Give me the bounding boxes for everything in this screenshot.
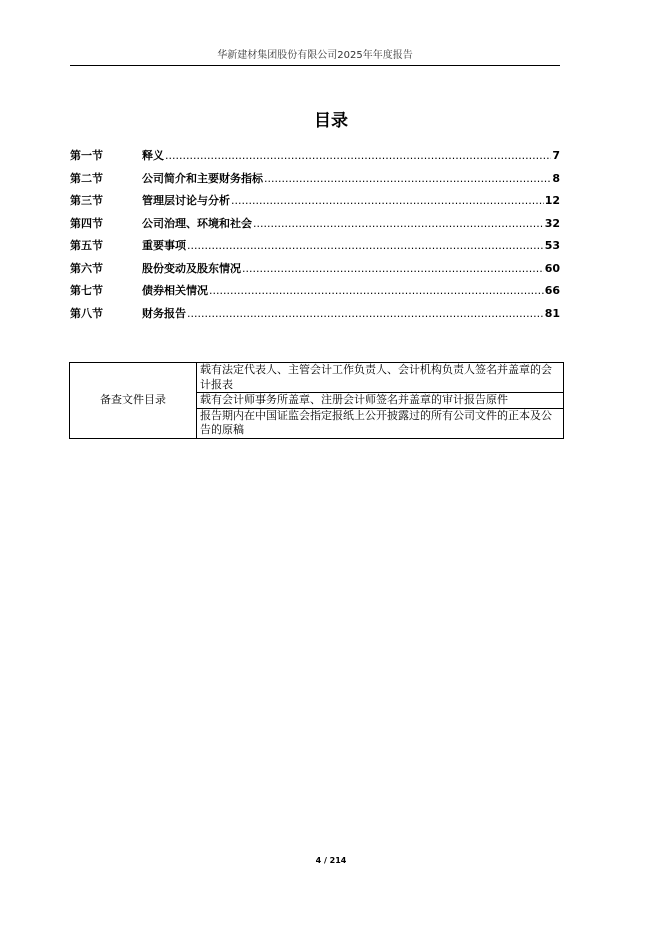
toc-leader-dots	[187, 239, 544, 252]
toc-entry[interactable]	[70, 192, 560, 215]
reference-documents-table	[69, 362, 564, 439]
toc-leader-dots	[242, 262, 544, 275]
reference-item: 载有法定代表人、主管会计工作负责人、会计机构负责人签名并盖章的会计报表	[197, 363, 564, 393]
toc-page-number: 12	[544, 194, 560, 207]
table-row	[70, 363, 564, 393]
toc-section-number: 第一节	[70, 149, 103, 162]
reference-item: 载有会计师事务所盖章、注册会计师签名并盖章的审计报告原件	[197, 393, 564, 409]
toc-page-number: 8	[552, 171, 560, 185]
toc-section-title: 财务报告	[142, 306, 186, 320]
toc-section-title: 债券相关情况	[142, 284, 208, 297]
page-title: 目录	[314, 111, 348, 131]
toc-section-title: 管理层讨论与分析	[142, 194, 230, 207]
toc-page-number: 32	[544, 216, 560, 230]
toc-section-number: 第二节	[70, 171, 103, 185]
toc-section-title: 重要事项	[142, 239, 186, 252]
toc-leader-dots	[209, 284, 544, 297]
toc-leader-dots	[253, 217, 544, 230]
toc-section-title: 释义	[142, 149, 164, 162]
toc-leader-dots	[165, 149, 551, 162]
page-number-footer: 4 / 214	[315, 856, 347, 865]
toc-section-title: 股份变动及股东情况	[142, 261, 241, 275]
toc-section-number: 第五节	[70, 239, 103, 252]
toc-section-number: 第七节	[70, 284, 103, 297]
toc-entry[interactable]	[70, 147, 560, 170]
toc-entry[interactable]	[70, 305, 560, 328]
toc-page-number: 66	[544, 284, 560, 297]
toc-section-title: 公司治理、环境和社会	[142, 216, 252, 230]
toc-leader-dots	[231, 194, 544, 207]
toc-page-number: 53	[544, 239, 560, 252]
toc-section-number: 第六节	[70, 261, 103, 275]
reference-item: 报告期内在中国证监会指定报纸上公开披露过的所有公司文件的正本及公告的原稿	[197, 408, 564, 438]
toc-page-number: 81	[544, 306, 560, 320]
toc-page-number: 60	[544, 261, 560, 275]
table-of-contents	[70, 147, 560, 327]
toc-section-number: 第八节	[70, 306, 103, 320]
toc-leader-dots	[187, 307, 544, 320]
toc-entry[interactable]	[70, 282, 560, 305]
toc-page-number: 7	[552, 149, 560, 162]
reference-table-label: 备查文件目录	[70, 363, 197, 439]
toc-section-number: 第四节	[70, 216, 103, 230]
toc-entry[interactable]	[70, 237, 560, 260]
toc-section-title: 公司简介和主要财务指标	[142, 171, 263, 185]
toc-entry[interactable]	[70, 215, 560, 238]
page-header: 华新建材集团股份有限公司2025年年度报告	[70, 46, 560, 66]
toc-section-number: 第三节	[70, 194, 103, 207]
toc-entry[interactable]	[70, 260, 560, 283]
toc-leader-dots	[264, 172, 551, 185]
toc-entry[interactable]	[70, 170, 560, 193]
